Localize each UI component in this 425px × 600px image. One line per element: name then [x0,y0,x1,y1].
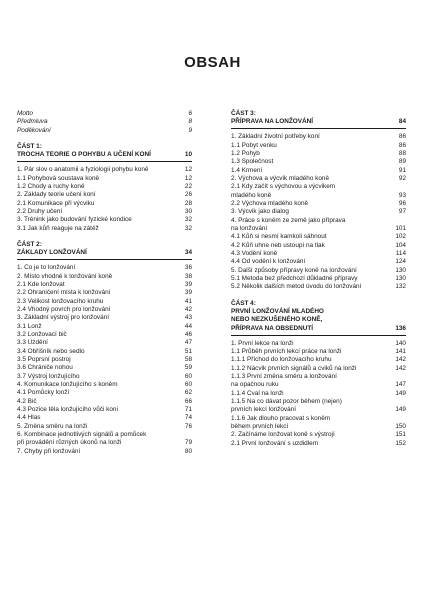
toc-section-heading [231,325,406,336]
toc-entry [231,142,406,150]
toc-entry-title: Předmluva [17,118,48,126]
toc-entry [17,439,192,447]
toc-entry-title: 5.1 Metoda bez předchozí důkladné přípravy [231,275,358,283]
toc-entry-page: 92 [398,174,406,182]
toc-entry [17,406,192,414]
toc-entry-title: 1. První lekce na lonži [231,339,294,347]
toc-entry-title: 3. Základní výstroj pro lonžování [17,314,109,322]
toc-entry-title: ZÁKLADY LONŽOVÁNÍ [17,249,87,257]
toc-entry-title: 4.3 Vodění koně [231,250,278,257]
toc-entry [231,398,406,406]
toc-entry-title: 1.1.5 Na co dávat pozor během (nejen) [231,398,342,405]
toc-entry [231,250,406,258]
toc-entry-page: 84 [398,118,406,126]
toc-entry-title: Poděkování [17,126,51,134]
toc-entry-title: při provádění různých úkonů na lonži [17,439,122,447]
toc-entry-title: na lonžování [231,224,268,232]
toc-entry-page: 34 [184,249,192,257]
toc-entry-title: 1.1 Pohybová soustava koně [17,174,100,182]
toc-entry [231,423,406,431]
toc-entry-title: 7. Chyby při lonžování [17,447,81,455]
toc-entry [17,127,192,135]
toc-entry [17,118,192,126]
toc-entry [17,348,192,356]
toc-entry [231,267,406,275]
toc-entry-title: 4. Komunikace lonžujícího s koněm [17,380,118,388]
toc-entry-title: 1. Pár slov o anatomii a fyziologii pohybu koně [17,166,149,174]
toc-entry [17,373,192,381]
toc-entry-title: 4.2 Bič [17,397,37,405]
toc-entry-title: Motto [17,110,33,117]
toc-entry-title: PŘÍPRAVA NA LONŽOVÁNÍ [231,118,314,126]
toc-entry-page: 86 [398,141,406,149]
toc-entry-title: 3.3 Uzdění [17,339,48,347]
toc-entry [17,175,192,183]
toc-entry-title: PRVNÍ LONŽOVÁNÍ MLADÉHO [231,308,324,316]
toc-entry-page: 132 [395,283,406,291]
toc-entry-title: 3.6 Chrániče nohou [17,364,73,372]
toc-entry [231,208,406,216]
toc-entry-page: 93 [398,191,406,199]
toc-entry [17,364,192,372]
section-spacer [17,233,192,241]
toc-entry-page: 130 [395,275,406,283]
toc-entry [231,275,406,283]
toc-entry [231,381,406,389]
toc-entry-page: 32 [184,224,192,232]
toc-entry-page: 26 [184,191,192,199]
toc-entry-title: 3.1 Jak kůň reaguje na zátěž [17,224,99,232]
toc-entry-page: 36 [184,264,192,272]
toc-entry-page: 32 [184,216,192,224]
toc-entry [231,200,406,208]
toc-entry-page: 151 [395,431,406,439]
toc-entry-page: 6 [188,110,192,117]
toc-entry-title: 1.1 Pobyt venku [231,141,277,149]
toc-entry-page: 46 [184,330,192,338]
toc-entry-title: 4. Práce s koněm ze země jako příprava [231,216,346,224]
toc-entry-title: 1.3 Společnost [231,158,274,166]
toc-entry [231,415,406,423]
toc-section-heading [17,151,192,162]
toc-entry-title: 2. Místo vhodné k lonžování koně [17,272,113,280]
section-spacer [17,135,192,143]
toc-entry-title: 3.4 Obřišník nebo sedlo [17,347,85,355]
toc-entry-title: 1.1.3 První změna směru a lonžování [231,372,337,380]
toc-entry-page: 149 [395,406,406,414]
toc-entry-title: 4.3 Pozice těla lonžujícího vůči koni [17,406,118,413]
toc-entry-title: 2.4 Vhodný povrch pro lonžování [17,305,111,313]
toc-entry [17,339,192,347]
toc-entry-page: 39 [184,289,192,297]
toc-entry-title: mladého koně [231,191,272,199]
toc-entry [231,167,406,175]
toc-entry-title: 4.4 Od vodění k lonžování [231,258,306,266]
toc-entry-page: 149 [395,389,406,397]
toc-entry-page: 74 [184,414,192,422]
toc-entry [231,283,406,291]
toc-entry-title: PŘÍPRAVA NA OBSEDNUTÍ [231,324,314,332]
toc-entry [17,306,192,314]
toc-entry-title: 1.2 Pohyb [231,149,260,157]
toc-entry-page: 142 [395,356,406,364]
toc-entry-page: 114 [395,250,406,257]
toc-entry-page: 12 [184,174,192,182]
toc-entry [231,150,406,158]
toc-entry-page: 62 [184,389,192,397]
toc-entry-title: 2.3 Velikost lonžovacího kruhu [17,297,104,305]
toc-entry [17,208,192,216]
toc-entry-title: 2.1 První lonžování s uzdidlem [231,439,319,447]
toc-entry-title: 5. Změna směru na lonži [17,422,88,430]
toc-entry-page: 104 [395,241,406,249]
toc-entry [231,242,406,250]
toc-entry-page: 12 [184,166,192,174]
toc-entry-page: 97 [398,208,406,216]
toc-entry [231,431,406,439]
toc-entry [231,175,406,183]
toc-entry-title: ČÁST 1: [17,143,42,151]
toc-entry-page: 41 [184,297,192,305]
toc-entry-title: 1.1 Průběh prvních lekcí práce na lonži [231,347,342,355]
toc-entry-title: během prvních lekcí [231,423,289,431]
toc-entry [231,183,406,191]
toc-entry-page: 150 [395,423,406,431]
toc-entry-page: 79 [184,439,192,447]
toc-entry [17,298,192,306]
toc-entry [17,356,192,364]
toc-entry-title: 2.2 Ohraničení místa k lonžování [17,289,111,297]
toc-entry-title: 4.4 Hlas [17,414,41,422]
toc-entry [231,340,406,348]
toc-entry-page: 71 [184,406,192,413]
toc-entry-title: 5.2 Několik dalších metod úvodu do lonžování [231,283,362,291]
toc-entry [17,323,192,331]
toc-entry-page: 66 [184,397,192,405]
toc-entry [231,406,406,414]
toc-entry [231,133,406,141]
toc-entry-page: 51 [184,347,192,355]
toc-column-right [231,110,406,448]
toc-entry-page: 60 [184,380,192,388]
toc-entry-title: 5. Další způsoby přípravy koně na lonžování [231,266,357,274]
toc-entry-page: 91 [398,166,406,174]
toc-entry [231,192,406,200]
toc-entry-page: 39 [184,280,192,288]
toc-entry-title: 6. Kombinace jednotlivých signálů a pomůcek [17,431,147,439]
toc-entry-title: 1.2 Chody a ruchy koně [17,182,85,190]
toc-entry-page: 130 [395,266,406,274]
toc-entry-page: 152 [395,439,406,447]
toc-entry [17,191,192,199]
toc-column-left [17,110,192,456]
toc-entry-page: 76 [184,422,192,430]
toc-entry [231,390,406,398]
toc-entry-page: 80 [184,447,192,455]
toc-section-heading [231,316,406,324]
toc-entry-title: 1.4 Krmení [231,166,263,174]
toc-entry-page: 44 [184,322,192,330]
toc-entry [231,373,406,381]
toc-entry [17,448,192,456]
toc-entry-title: 2. Začínáme lonžovat koně s výstrojí [231,431,335,439]
toc-entry-page: 59 [184,364,192,372]
toc-entry-title: 3.1 Lonž [17,322,42,330]
toc-entry-page: 96 [398,199,406,207]
toc-entry-page: 43 [184,314,192,322]
toc-entry [17,166,192,174]
toc-entry-title: ČÁST 3: [231,110,256,117]
toc-entry-page: 10 [184,151,192,159]
toc-entry [231,217,406,225]
toc-entry [231,233,406,241]
toc-entry-title: 4.1 Kůň si nesmí kamkoli sáhnout [231,233,327,241]
toc-entry [17,200,192,208]
toc-entry-page: 28 [184,199,192,207]
toc-entry [17,183,192,191]
toc-entry-page: 141 [395,347,406,355]
toc-entry-page: 89 [398,158,406,166]
toc-entry-title: 2.1 Kde lonžovat [17,280,65,288]
toc-entry [17,216,192,224]
toc-entry-title: 2.1 Kdy začít s výchovou a výcvikem [231,183,336,191]
toc-entry-title: 2. Výchova a výcvik mladého koně [231,174,330,182]
toc-entry [231,440,406,448]
toc-entry [17,423,192,431]
toc-entry-page: 88 [398,149,406,157]
toc-entry-page: 142 [395,364,406,372]
toc-entry-title: 1. Co je to lonžování [17,264,76,272]
toc-entry-page: 102 [395,233,406,241]
toc-entry-page: 60 [184,372,192,380]
toc-entry [231,348,406,356]
toc-entry-title: prvních lekcí lonžování [231,406,297,414]
toc-entry-title: 1.1.4 Cval na lonži [231,389,284,397]
toc-entry-title: 3.7 Výstroj lonžujícího [17,372,80,380]
toc-entry [17,398,192,406]
toc-entry-title: 2.2 Druhy učení [17,207,63,215]
toc-entry-page: 124 [395,258,406,266]
toc-entry-title: ČÁST 2: [17,240,42,248]
toc-entry-title: 1.1.6 Jak dlouho pracovat s koněm [231,414,331,422]
toc-entry [17,314,192,322]
toc-entry-title: TROCHA TEORIE O POHYBU A UČENÍ KONÍ [17,151,151,159]
toc-entry-title: 2. Základy teorie učení koní [17,191,96,199]
toc-entry-title: NEBO NEZKUŠENÉHO KONĚ, [231,316,323,324]
toc-entry-title: 3. Trénink jako budování fyzické kondice [17,216,132,224]
toc-entry-page: 47 [184,339,192,347]
toc-entry [17,414,192,422]
toc-entry-page: 9 [188,126,192,134]
toc-entry-title: 1. Základní životní potřeby koní [231,133,320,141]
toc-entry [231,258,406,266]
toc-entry-page: 136 [395,324,406,332]
toc-entry-page: 22 [184,182,192,190]
section-spacer [231,292,406,300]
toc-entry-title: na opačnou ruku [231,381,279,389]
toc-entry-title: 2.1 Komunikace při výcviku [17,199,95,207]
toc-entry-page: 8 [188,118,192,126]
page-title: OBSAH [184,54,241,71]
toc-entry-page: 140 [395,339,406,347]
toc-entry [17,389,192,397]
toc-entry-title: ČÁST 4: [231,299,256,307]
toc-entry-page: 42 [184,305,192,313]
toc-entry [17,273,192,281]
toc-entry-page: 147 [395,381,406,389]
toc-entry-page: 86 [398,133,406,141]
toc-entry-page: 30 [184,207,192,215]
toc-entry-title: 4.1 Pomůcky lonží [17,389,70,397]
toc-entry [17,110,192,118]
toc-entry-title: 4.2 Kůň uhne neb ustoupí na tlak [231,241,325,249]
toc-entry-page: 38 [184,272,192,280]
toc-entry-title: 1.1.1 Příchod do lonžovacího kruhu [231,356,332,364]
toc-entry [17,281,192,289]
toc-entry-title: 3.2 Lonžovací bič [17,330,67,338]
toc-section-heading [231,300,406,308]
toc-entry-page: 101 [395,224,406,232]
toc-entry [17,225,192,233]
toc-entry-title: 3. Výcvik jako dialog [231,208,289,216]
toc-entry [17,264,192,272]
toc-entry [17,331,192,339]
toc-entry-title: 3.5 Poprsní postroj [17,355,71,363]
toc-section-heading [231,118,406,129]
toc-entry-title: 1.1.2 Nácvik prvních signálů a cviků na lonži [231,364,357,372]
toc-entry [17,289,192,297]
toc-entry [231,365,406,373]
toc-entry [231,356,406,364]
toc-entry-page: 58 [184,355,192,363]
toc-section-heading [17,249,192,260]
toc-entry [231,158,406,166]
toc-entry-title: 2.2 Výchova mladého koně [231,199,309,207]
